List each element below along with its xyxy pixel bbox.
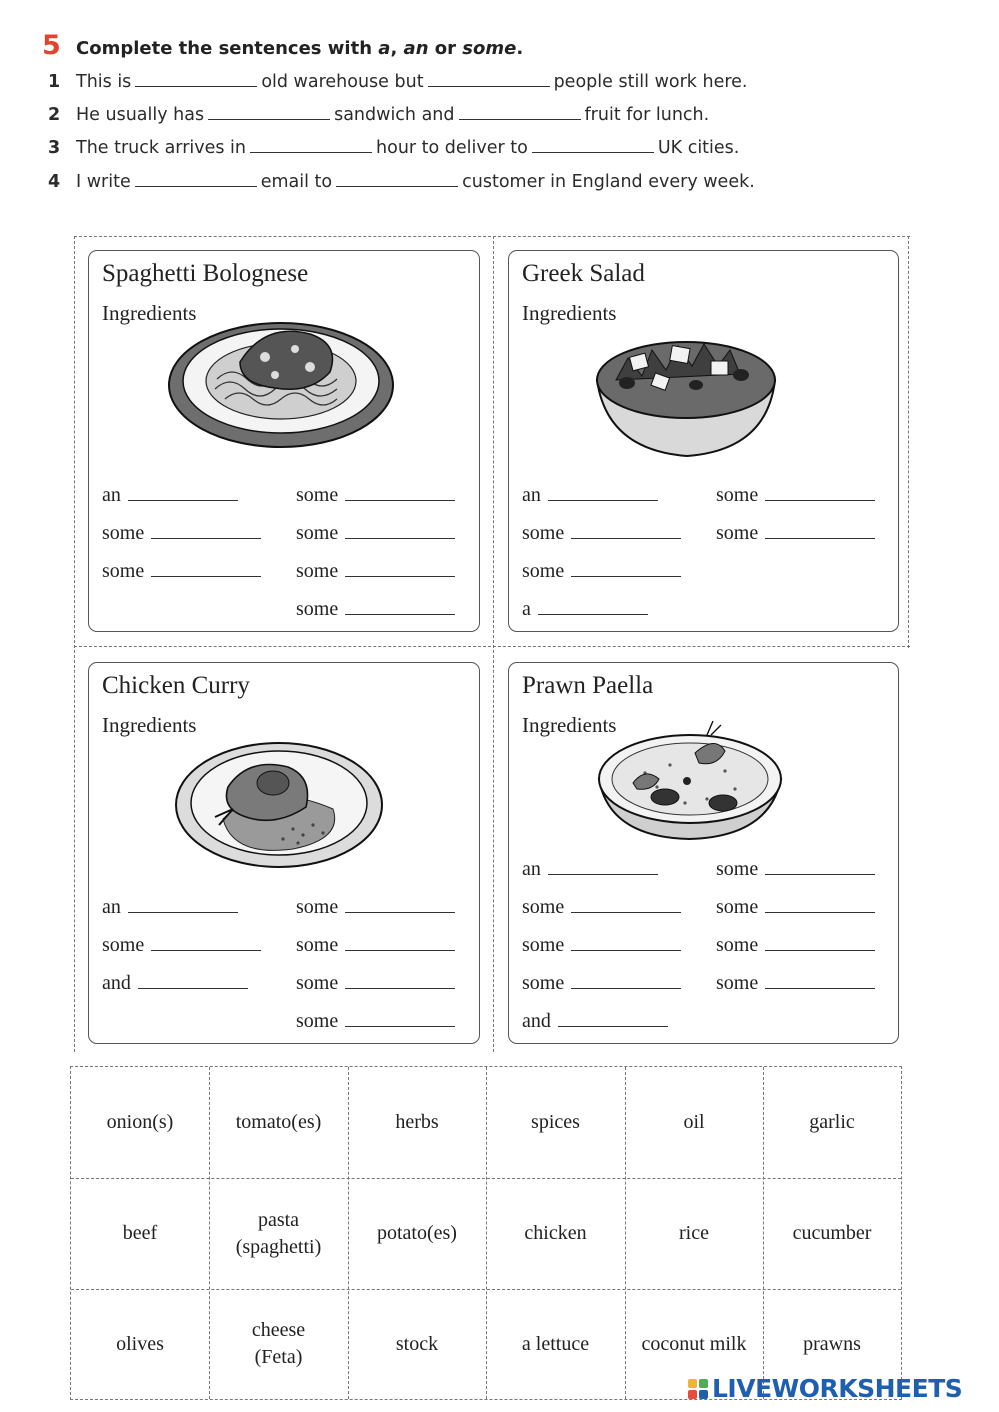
logo-text: LIVEWORKSHEETS — [712, 1374, 963, 1403]
ingredient-blank[interactable]: an — [102, 484, 238, 507]
ingredient-blank[interactable]: an — [102, 896, 238, 919]
word-card[interactable]: prawns — [803, 1332, 861, 1355]
ingredient-blank[interactable]: some — [296, 972, 455, 995]
sentence-4: 4 I write email to customer in England every week. — [48, 172, 755, 192]
word-card[interactable]: tomato(es) — [235, 1111, 322, 1133]
exercise-title: Complete the sentences with a, an or some. — [76, 38, 524, 59]
word-card[interactable]: oil — [683, 1111, 705, 1133]
sentence-3: 3 The truck arrives in hour to deliver to UK cities. — [48, 138, 740, 158]
ingredient-blank[interactable]: some — [522, 896, 681, 919]
ingredient-blank[interactable]: an — [522, 484, 658, 507]
ingredient-blank[interactable]: some — [716, 934, 875, 957]
ingredient-blank[interactable]: and — [102, 972, 248, 995]
cut-line — [74, 236, 75, 1052]
ingredient-blank[interactable]: some — [716, 858, 875, 881]
ingredient-blank[interactable]: some — [102, 560, 261, 583]
ingredient-blank[interactable]: some — [102, 522, 261, 545]
card-title: Chicken Curry — [102, 672, 250, 699]
ingredient-blank[interactable]: some — [716, 522, 875, 545]
recipe-card-greek-salad — [508, 250, 899, 632]
ingredient-blank[interactable]: some — [296, 484, 455, 507]
exercise-header — [42, 30, 523, 61]
card-subtitle: Ingredients — [102, 301, 197, 325]
recipe-card-chicken-curry — [88, 662, 480, 1044]
word-card[interactable]: rice — [679, 1222, 709, 1244]
recipe-card-prawn-paella — [508, 662, 899, 1044]
liveworksheets-logo — [688, 1374, 962, 1403]
cut-line — [74, 646, 910, 647]
word-card[interactable]: chicken — [524, 1222, 587, 1244]
spaghetti-plate-icon — [165, 317, 397, 467]
ingredient-blank[interactable]: some — [296, 934, 455, 957]
cut-line — [493, 236, 494, 1052]
logo-blocks-icon — [688, 1379, 708, 1399]
ingredient-blank[interactable]: some — [296, 896, 455, 919]
card-subtitle: Ingredients — [102, 713, 197, 737]
ingredient-blank[interactable]: some — [522, 522, 681, 545]
card-title: Greek Salad — [522, 260, 645, 287]
paella-pan-icon — [595, 713, 785, 843]
sentence-1: 1 This is old warehouse but people still work here. — [48, 72, 748, 92]
cut-line — [74, 236, 910, 237]
word-bank-grid — [70, 1066, 902, 1400]
word-card[interactable]: garlic — [809, 1111, 855, 1133]
card-title: Prawn Paella — [522, 672, 654, 699]
answer-blank[interactable] — [135, 73, 257, 87]
ingredient-blank[interactable]: a — [522, 598, 648, 621]
salad-bowl-icon — [591, 325, 781, 465]
word-card[interactable]: spices — [531, 1111, 580, 1133]
word-card[interactable]: coconut milk — [641, 1332, 747, 1355]
card-subtitle: Ingredients — [522, 301, 617, 325]
word-card[interactable]: stock — [395, 1332, 439, 1355]
word-card[interactable]: onion(s) — [106, 1111, 174, 1133]
ingredient-blank[interactable]: some — [716, 972, 875, 995]
ingredient-blank[interactable]: some — [716, 484, 875, 507]
recipe-card-spaghetti — [88, 250, 480, 632]
word-card[interactable]: pasta (spaghetti) — [235, 1208, 322, 1258]
ingredient-blank[interactable]: some — [102, 934, 261, 957]
ingredient-blank[interactable]: an — [522, 858, 658, 881]
ingredient-blank[interactable]: some — [296, 560, 455, 583]
answer-blank[interactable] — [135, 173, 257, 187]
word-card[interactable]: cucumber — [792, 1222, 872, 1244]
answer-blank[interactable] — [208, 106, 330, 120]
curry-plate-icon — [173, 739, 385, 879]
exercise-number: 5 — [42, 30, 61, 61]
answer-blank[interactable] — [250, 139, 372, 153]
ingredient-blank[interactable]: some — [296, 1010, 455, 1033]
word-card[interactable]: potato(es) — [377, 1222, 457, 1244]
answer-blank[interactable] — [459, 106, 581, 120]
word-card[interactable]: a lettuce — [521, 1332, 590, 1355]
word-card[interactable]: olives — [116, 1332, 164, 1355]
answer-blank[interactable] — [428, 73, 550, 87]
word-card[interactable]: beef — [122, 1222, 158, 1244]
answer-blank[interactable] — [336, 173, 458, 187]
ingredient-blank[interactable]: some — [522, 560, 681, 583]
ingredient-blank[interactable]: some — [716, 896, 875, 919]
card-title: Spaghetti Bolognese — [102, 260, 309, 287]
cut-line — [908, 236, 909, 648]
word-card[interactable]: cheese (Feta) — [251, 1319, 306, 1368]
ingredient-blank[interactable]: and — [522, 1010, 668, 1033]
ingredient-blank[interactable]: some — [296, 598, 455, 621]
ingredient-blank[interactable]: some — [522, 972, 681, 995]
card-subtitle: Ingredients — [522, 713, 617, 737]
word-card[interactable]: herbs — [395, 1111, 439, 1133]
ingredient-blank[interactable]: some — [522, 934, 681, 957]
answer-blank[interactable] — [532, 139, 654, 153]
ingredient-blank[interactable]: some — [296, 522, 455, 545]
sentence-2: 2 He usually has sandwich and fruit for lunch. — [48, 105, 710, 125]
